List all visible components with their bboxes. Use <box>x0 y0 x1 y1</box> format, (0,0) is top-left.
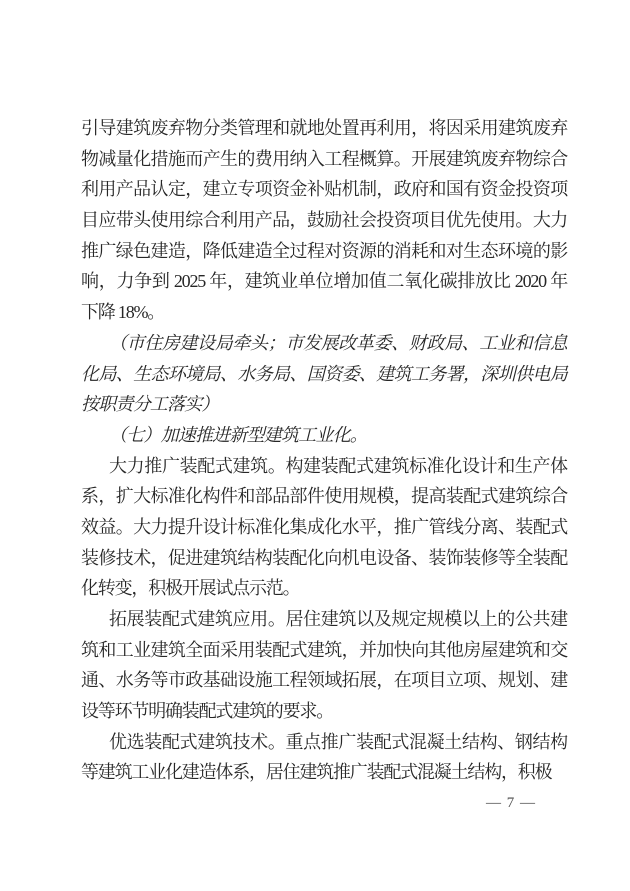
text-line: 优选装配式建筑技术。重点推广装配式混凝土结构、钢结构 <box>109 731 567 752</box>
text-line: （七）加速推进新型建筑工业化。 <box>109 424 367 445</box>
page-number: — 7 — <box>486 795 536 811</box>
text-line: （市住房建设局牵头；市发展改革委、财政局、工业和信息 <box>109 332 567 353</box>
text-line: 设等环节明确装配式建筑的要求。 <box>81 701 333 722</box>
text-line: 推广绿色建造，降低建造全过程对资源的消耗和对生态环境的影 <box>81 240 567 261</box>
paragraph <box>81 113 567 328</box>
text-line: 大力推广装配式建筑。构建装配式建筑标准化设计和生产体 <box>109 455 567 476</box>
text-line: 等建筑工业化建造体系，居住建筑推广装配式混凝土结构，积极 <box>81 762 552 783</box>
paragraph <box>81 727 567 788</box>
page-content <box>81 113 567 788</box>
text-line: 化转变，积极开展试点示范。 <box>81 578 300 599</box>
text-line: 系，扩大标准化构件和部品部件使用规模，提高装配式建筑综合 <box>81 486 567 507</box>
text-line: 引导建筑废弃物分类管理和就地处置再利用，将因采用建筑废弃 <box>81 118 567 138</box>
text-line: 效益。大力提升设计标准化集成化水平，推广管线分离、装配式 <box>81 516 567 537</box>
text-line: 装修技术，促进建筑结构装配化向机电设备、装饰装修等全装配 <box>81 547 567 568</box>
text-line: 下降 18%。 <box>81 302 165 323</box>
text-line: 化局、生态环境局、水务局、国资委、建筑工务署，深圳供电局 <box>81 363 567 384</box>
text-line: 物减量化措施而产生的费用纳入工程概算。开展建筑废弃物综合 <box>81 148 567 169</box>
paragraph <box>81 451 567 604</box>
text-line: 目应带头使用综合利用产品，鼓励社会投资项目优先使用。大力 <box>81 210 567 231</box>
text-line: 按职责分工落实） <box>81 394 219 415</box>
paragraph <box>81 420 567 451</box>
paragraph <box>81 328 567 420</box>
text-line: 通、水务等市政基础设施工程领域拓展，在项目立项、规划、建 <box>81 670 567 691</box>
text-line: 响，力争到 2025 年，建筑业单位增加值二氧化碳排放比 2020 年 <box>81 271 567 292</box>
paragraph <box>81 604 567 727</box>
text-line: 利用产品认定，建立专项资金补贴机制，政府和国有资金投资项 <box>81 179 567 200</box>
text-line: 拓展装配式建筑应用。居住建筑以及规定规模以上的公共建 <box>109 609 567 629</box>
text-line: 筑和工业建筑全面采用装配式建筑，并加快向其他房屋建筑和交 <box>81 639 567 660</box>
